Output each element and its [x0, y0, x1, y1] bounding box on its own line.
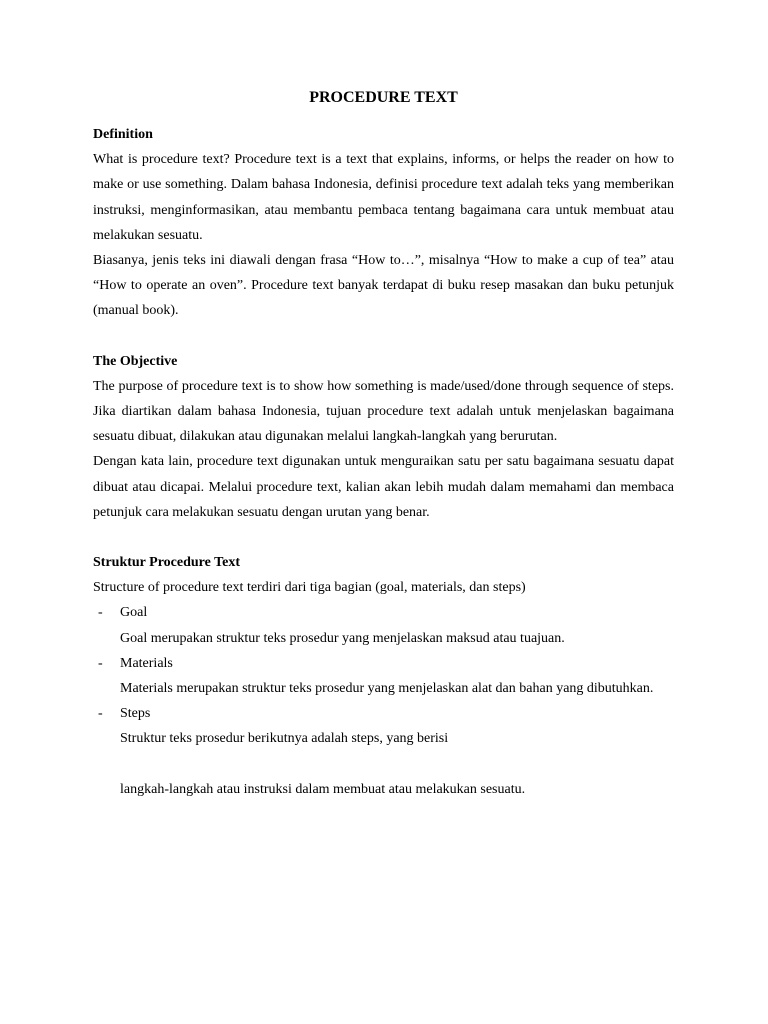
section-spacer [93, 324, 674, 349]
list-item-materials [93, 651, 674, 701]
list-item-description: Goal merupakan struktur teks prosedur yang menjelaskan maksud atau tuajuan. [120, 630, 565, 646]
structure-section [93, 550, 674, 802]
document-title: PROCEDURE TEXT [309, 89, 458, 106]
list-item-label: Goal [120, 605, 148, 621]
list-bullet: - [98, 706, 103, 722]
definition-section [93, 122, 674, 324]
objective-section [93, 349, 674, 525]
list-item-continuation: langkah-langkah atau instruksi dalam membuat atau melakukan sesuatu. [120, 781, 526, 797]
list-item-steps [93, 701, 674, 802]
list-item-description: Struktur teks prosedur berikutnya adalah steps, yang berisi [120, 731, 449, 747]
list-item-description: Materials merupakan struktur teks prosedur yang menjelaskan alat dan bahan yang dibutuhkan. [120, 681, 654, 697]
definition-paragraph-2: Biasanya, jenis teks ini diawali dengan frasa “How to…”, misalnya “How to make a cup of tea” atau “How to operate an oven”. Procedure text banyak terdapat di buku resep masakan dan buku petunjuk (manual book). [93, 253, 674, 319]
section-spacer [93, 525, 674, 550]
list-item-goal [93, 600, 674, 650]
document-page [93, 86, 674, 802]
definition-paragraph-1: What is procedure text? Procedure text is a text that explains, informs, or helps the reader on how to make or use something. Dalam bahasa Indonesia, definisi procedure text adalah teks yang memberikan instruksi, menginformasikan, atau membantu pembaca tentang bagaimana cara untuk membuat atau melakukan sesuatu. [93, 152, 674, 243]
structure-heading: Struktur Procedure Text [93, 555, 241, 571]
definition-heading: Definition [93, 127, 153, 142]
paragraph-spacer [120, 752, 674, 777]
objective-paragraph-1: The purpose of procedure text is to show how something is made/used/done through sequence of steps. Jika diartikan dalam bahasa Indonesia, tujuan procedure text adalah untuk menjelaskan bagaimana sesuatu dibuat, dilakukan atau digunakan melalui langkah-langkah yang berurutan. [93, 378, 674, 445]
objective-paragraph-2: Dengan kata lain, procedure text digunakan untuk menguraikan satu per satu bagaimana sesuatu dapat dibuat atau dicapai. Melalui procedure text, kalian akan lebih mudah dalam memahami dan membaca petunjuk cara melakukan sesuatu dengan urutan yang benar. [93, 454, 674, 520]
list-bullet: - [98, 655, 103, 671]
list-bullet: - [98, 605, 103, 621]
objective-heading: The Objective [93, 353, 178, 369]
structure-intro: Structure of procedure text terdiri dari tiga bagian (goal, materials, dan steps) [93, 580, 526, 596]
list-item-label: Materials [120, 655, 173, 671]
list-item-label: Steps [120, 706, 151, 722]
